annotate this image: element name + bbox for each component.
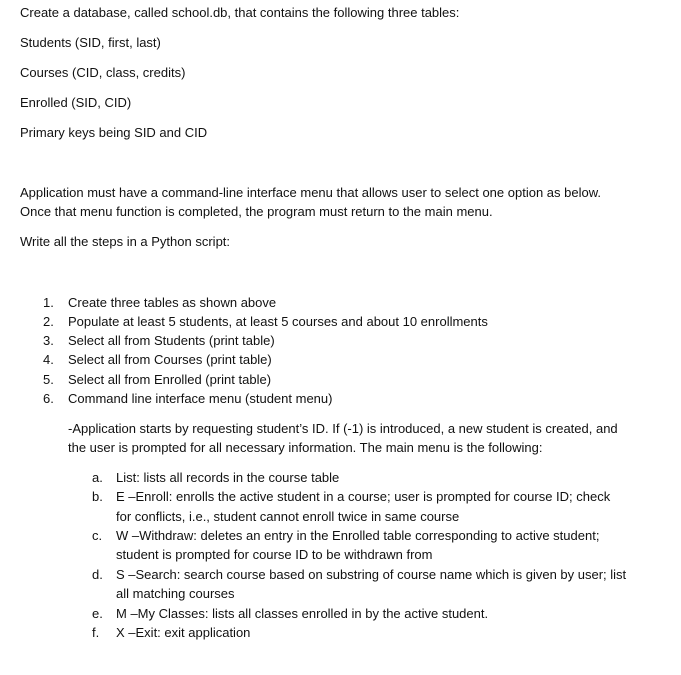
list-number: 1.: [43, 295, 54, 310]
list-number: 6.: [43, 391, 54, 406]
menu-item: M –My Classes: lists all classes enrolled in by the active student.: [116, 606, 489, 621]
table-students: Students (SID, first, last): [20, 35, 161, 50]
menu-item: List: lists all records in the course table: [116, 470, 340, 485]
list-number: 5.: [43, 372, 54, 387]
list-item: Select all from Courses (print table): [68, 352, 272, 367]
menu-item-continuation: student is prompted for course ID to be withdrawn from: [116, 547, 433, 562]
list-number: 3.: [43, 333, 54, 348]
app-requirement-line: Once that menu function is completed, the program must return to the main menu.: [20, 204, 493, 219]
menu-item: X –Exit: exit application: [116, 625, 251, 640]
menu-item: W –Withdraw: deletes an entry in the Enrolled table corresponding to active student;: [116, 528, 600, 543]
list-number: 2.: [43, 314, 54, 329]
menu-letter: f.: [92, 625, 100, 640]
list-item: Select all from Enrolled (print table): [68, 372, 272, 387]
menu-intro-line: the user is prompted for all necessary information. The main menu is the following:: [68, 440, 543, 455]
menu-letter: d.: [92, 567, 103, 582]
menu-letter: e.: [92, 606, 103, 621]
list-number: 4.: [43, 352, 54, 367]
menu-item-continuation: all matching courses: [116, 586, 235, 601]
list-item: Populate at least 5 students, at least 5 courses and about 10 enrollments: [68, 314, 488, 329]
table-courses: Courses (CID, class, credits): [20, 65, 186, 80]
menu-item: S –Search: search course based on substring of course name which is given by user; list: [116, 567, 627, 582]
menu-letter: b.: [92, 489, 103, 504]
list-item: Select all from Students (print table): [68, 333, 275, 348]
app-requirement-line: Application must have a command-line interface menu that allows user to select one option as below.: [20, 185, 601, 200]
menu-item-continuation: for conflicts, i.e., student cannot enroll twice in same course: [116, 509, 460, 524]
python-script-line: Write all the steps in a Python script:: [20, 234, 231, 249]
table-enrolled: Enrolled (SID, CID): [20, 95, 132, 110]
menu-letter: a.: [92, 470, 103, 485]
menu-letter: c.: [92, 528, 103, 543]
list-item: Create three tables as shown above: [68, 295, 277, 310]
menu-item: E –Enroll: enrolls the active student in a course; user is prompted for course ID; check: [116, 489, 611, 504]
menu-intro-line: -Application starts by requesting student’s ID. If (-1) is introduced, a new student is created, and: [68, 421, 618, 436]
intro-line: Create a database, called school.db, that contains the following three tables:: [20, 5, 460, 20]
primary-keys-line: Primary keys being SID and CID: [20, 125, 208, 140]
list-item: Command line interface menu (student menu): [68, 391, 333, 406]
